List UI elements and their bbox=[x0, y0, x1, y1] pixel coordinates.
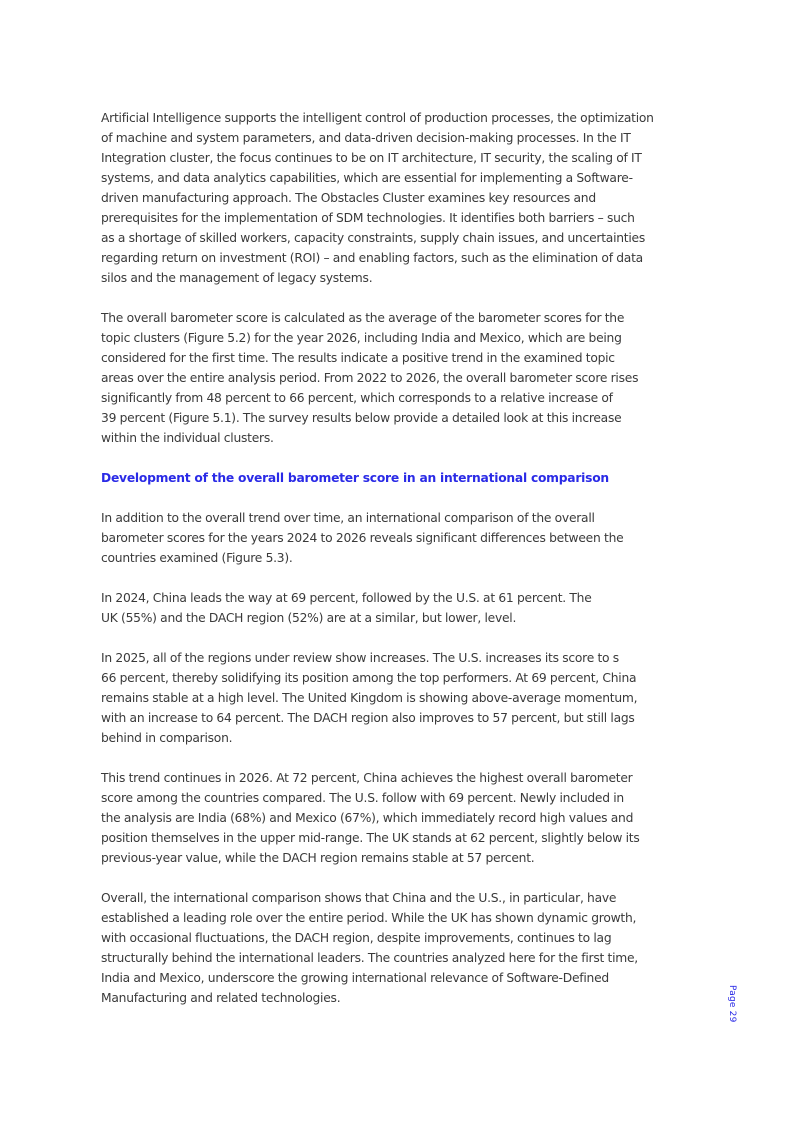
text-line: silos and the management of legacy systems. bbox=[101, 271, 373, 285]
text-line: regarding return on investment (ROI) – and enabling factors, such as the elimination of data bbox=[101, 251, 643, 265]
text-line: position themselves in the upper mid-range. The UK stands at 62 percent, slightly below its bbox=[101, 831, 640, 845]
text-line: 66 percent, thereby solidifying its position among the top performers. At 69 percent, China bbox=[101, 671, 637, 685]
text-line: of machine and system parameters, and data-driven decision-making processes. In the IT bbox=[101, 131, 631, 145]
text-line: as a shortage of skilled workers, capacity constraints, supply chain issues, and uncertainties bbox=[101, 231, 645, 245]
text-line: score among the countries compared. The U.S. follow with 69 percent. Newly included in bbox=[101, 791, 624, 805]
text-line: remains stable at a high level. The United Kingdom is showing above-average momentum, bbox=[101, 691, 638, 705]
paragraph-ai-clusters bbox=[101, 108, 661, 288]
text-line: UK (55%) and the DACH region (52%) are at a similar, but lower, level. bbox=[101, 611, 517, 625]
text-line: 39 percent (Figure 5.1). The survey results below provide a detailed look at this increase bbox=[101, 411, 622, 425]
text-line: systems, and data analytics capabilities, which are essential for implementing a Software- bbox=[101, 171, 633, 185]
text-line: Integration cluster, the focus continues to be on IT architecture, IT security, the scaling of IT bbox=[101, 151, 642, 165]
text-line: countries examined (Figure 5.3). bbox=[101, 551, 293, 565]
paragraph-comparison-intro bbox=[101, 508, 661, 568]
text-line: The overall barometer score is calculated as the average of the barometer scores for the bbox=[101, 311, 625, 325]
text-line: Manufacturing and related technologies. bbox=[101, 991, 341, 1005]
text-line: significantly from 48 percent to 66 percent, which corresponds to a relative increase of bbox=[101, 391, 613, 405]
text-line: the analysis are India (68%) and Mexico (67%), which immediately record high values and bbox=[101, 811, 634, 825]
text-line: India and Mexico, underscore the growing international relevance of Software-Defined bbox=[101, 971, 609, 985]
text-line: barometer scores for the years 2024 to 2026 reveals significant differences between the bbox=[101, 531, 624, 545]
paragraph-2026 bbox=[101, 768, 661, 868]
text-line: areas over the entire analysis period. From 2022 to 2026, the overall barometer score rises bbox=[101, 371, 639, 385]
text-line: prerequisites for the implementation of SDM technologies. It identifies both barriers – such bbox=[101, 211, 635, 225]
text-line: behind in comparison. bbox=[101, 731, 233, 745]
text-line: considered for the first time. The results indicate a positive trend in the examined topic bbox=[101, 351, 615, 365]
document-body bbox=[101, 108, 661, 1028]
paragraph-overall-score bbox=[101, 308, 661, 448]
text-line: driven manufacturing approach. The Obstacles Cluster examines key resources and bbox=[101, 191, 596, 205]
paragraph-2025 bbox=[101, 648, 661, 748]
text-line: In 2025, all of the regions under review show increases. The U.S. increases its score to s bbox=[101, 651, 619, 665]
text-line: structurally behind the international leaders. The countries analyzed here for the first time, bbox=[101, 951, 638, 965]
text-line: with an increase to 64 percent. The DACH region also improves to 57 percent, but still lags bbox=[101, 711, 635, 725]
text-line: This trend continues in 2026. At 72 percent, China achieves the highest overall barometer bbox=[101, 771, 633, 785]
text-line: within the individual clusters. bbox=[101, 431, 274, 445]
text-line: Overall, the international comparison shows that China and the U.S., in particular, have bbox=[101, 891, 617, 905]
text-line: Artificial Intelligence supports the intelligent control of production processes, the optimization bbox=[101, 111, 654, 125]
paragraph-2024 bbox=[101, 588, 661, 628]
text-line: topic clusters (Figure 5.2) for the year 2026, including India and Mexico, which are being bbox=[101, 331, 622, 345]
page-number: Page 29 bbox=[727, 985, 737, 1023]
text-line: In addition to the overall trend over time, an international comparison of the overall bbox=[101, 511, 595, 525]
section-heading: Development of the overall barometer score in an international comparison bbox=[101, 471, 609, 485]
text-line: In 2024, China leads the way at 69 percent, followed by the U.S. at 61 percent. The bbox=[101, 591, 592, 605]
paragraph-conclusion bbox=[101, 888, 661, 1008]
text-line: established a leading role over the entire period. While the UK has shown dynamic growth, bbox=[101, 911, 637, 925]
text-line: previous-year value, while the DACH region remains stable at 57 percent. bbox=[101, 851, 535, 865]
text-line: with occasional fluctuations, the DACH region, despite improvements, continues to lag bbox=[101, 931, 612, 945]
